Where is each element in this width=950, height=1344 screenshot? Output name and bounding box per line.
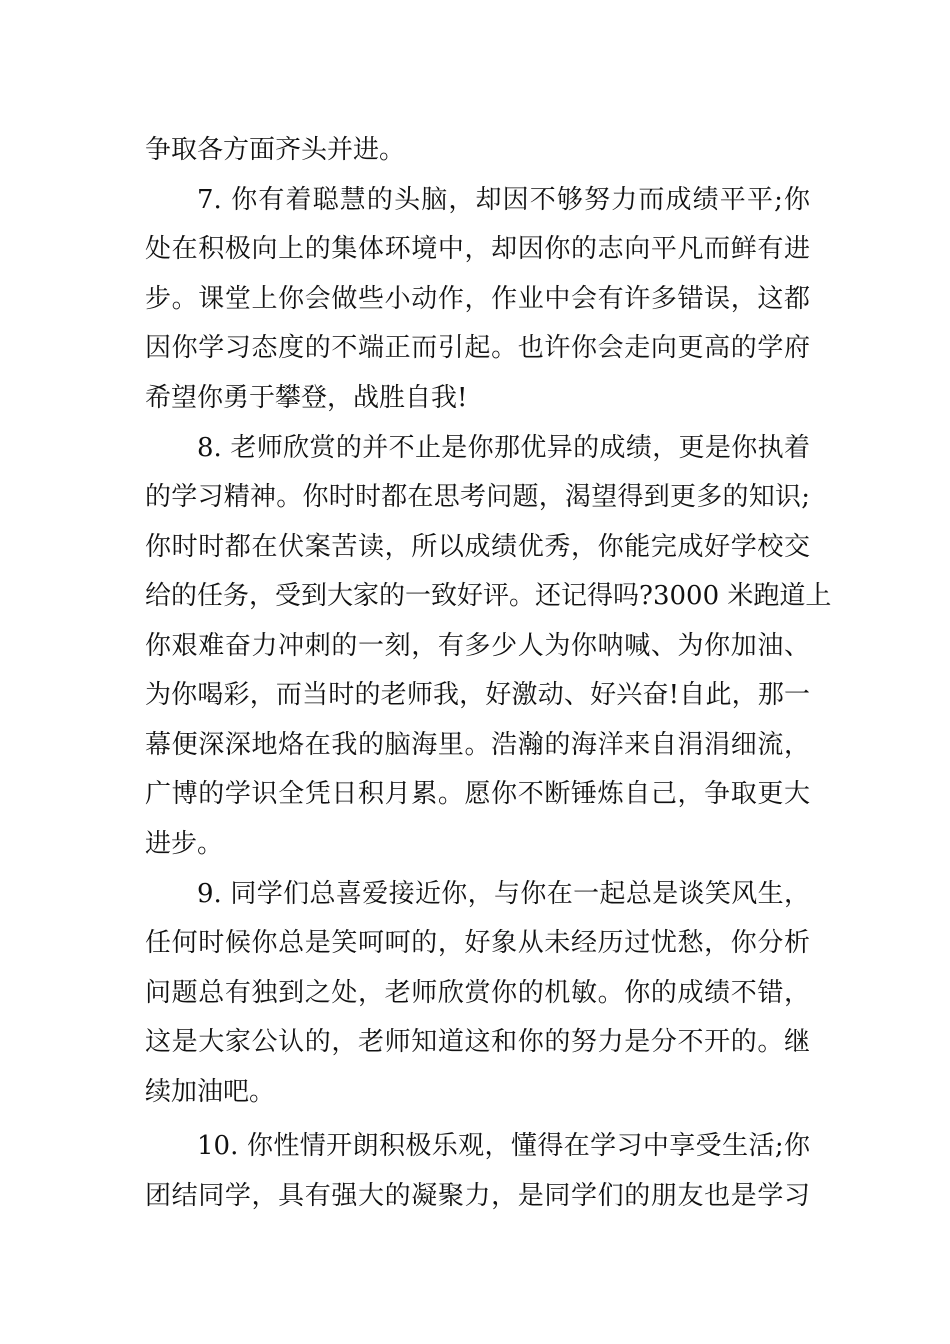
text-line: 步。课堂上你会做些小动作，作业中会有许多错误，这都 (145, 284, 810, 314)
text-line: 希望你勇于攀登，战胜自我! (145, 383, 468, 413)
text-line: 团结同学，具有强大的凝聚力，是同学们的朋友也是学习 (145, 1181, 810, 1211)
text-line: 续加油吧。 (145, 1077, 276, 1107)
text-line: 任何时候你总是笑呵呵的，好象从未经历过忧愁，你分析 (145, 928, 810, 958)
text-line: 你艰难奋力冲刺的一刻，有多少人为你呐喊、为你加油、 (145, 631, 810, 661)
paragraph-8-first-line: 8. 老师欣赏的并不止是你那优异的成绩，更是你执着 (197, 433, 810, 463)
text-line: 争取各方面齐头并进。 (145, 135, 406, 165)
text-line: 处在积极向上的集体环境中，却因你的志向平凡而鲜有进 (145, 234, 810, 264)
paragraph-7-first-line: 7. 你有着聪慧的头脑，却因不够努力而成绩平平;你 (197, 185, 810, 215)
text-line: 广博的学识全凭日积月累。愿你不断锤炼自己，争取更大 (145, 779, 810, 809)
text-line: 给的任务，受到大家的一致好评。还记得吗?3000 米跑道上 (145, 581, 832, 611)
paragraph-10-first-line: 10. 你性情开朗积极乐观，懂得在学习中享受生活;你 (197, 1131, 810, 1161)
text-line: 为你喝彩，而当时的老师我，好激动、好兴奋!自此，那一 (145, 680, 810, 710)
paragraph-9-first-line: 9. 同学们总喜爱接近你，与你在一起总是谈笑风生， (197, 879, 810, 909)
text-line: 你时时都在伏案苦读，所以成绩优秀，你能完成好学校交 (145, 532, 810, 562)
text-line: 幕便深深地烙在我的脑海里。浩瀚的海洋来自涓涓细流， (145, 730, 810, 760)
text-line: 进步。 (145, 829, 224, 859)
text-line: 问题总有独到之处，老师欣赏你的机敏。你的成绩不错， (145, 978, 810, 1008)
text-line: 的学习精神。你时时都在思考问题，渴望得到更多的知识; (145, 482, 810, 512)
text-line: 因你学习态度的不端正而引起。也许你会走向更高的学府 (145, 333, 810, 363)
text-line: 这是大家公认的，老师知道这和你的努力是分不开的。继 (145, 1027, 810, 1057)
